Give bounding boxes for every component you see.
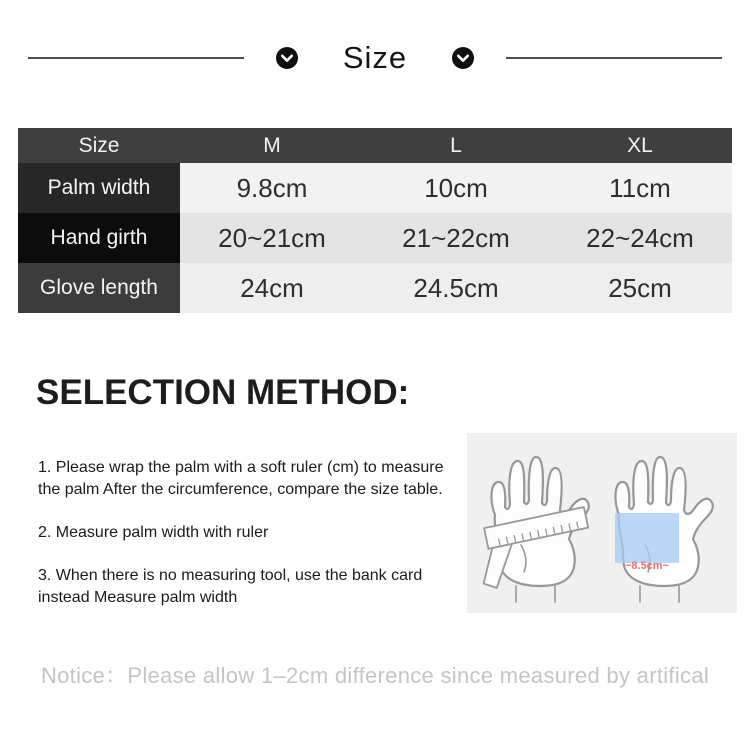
size-section-title: Size <box>342 40 408 75</box>
column-header-m: M <box>180 128 364 163</box>
hands-illustration-svg <box>467 433 737 613</box>
notice-text: Notice：Please allow 1–2cm difference since measured by artifical <box>40 663 710 688</box>
size-value: 9.8cm <box>180 163 364 213</box>
instruction-step-1: 1. Please wrap the palm with a soft ruler (cm) to measure the palm After the circumference, compare the size table. <box>38 459 444 498</box>
size-value: 21~22cm <box>364 213 548 263</box>
size-value: 20~21cm <box>180 213 364 263</box>
column-header-l: L <box>364 128 548 163</box>
row-label-palm-width: Palm width <box>18 163 180 213</box>
card-width-label: ~8.5cm~ <box>624 560 670 572</box>
row-label-glove-length: Glove length <box>18 263 180 313</box>
row-label-hand-girth: Hand girth <box>18 213 180 263</box>
instruction-step-3: 3. When there is no measuring tool, use the bank card instead Measure palm width <box>38 567 423 606</box>
chevron-down-icon <box>452 47 474 69</box>
size-value: 24.5cm <box>364 263 548 313</box>
chevron-down-icon <box>276 47 298 69</box>
size-value: 25cm <box>548 263 732 313</box>
size-section-header <box>28 40 722 76</box>
bank-card-rect <box>615 513 679 563</box>
divider-line-left <box>28 57 244 59</box>
hand-with-bank-card <box>615 457 713 602</box>
column-header-size: Size <box>18 128 180 163</box>
size-value: 22~24cm <box>548 213 732 263</box>
column-header-xl: XL <box>548 128 732 163</box>
divider-line-right <box>506 57 722 59</box>
size-value: 10cm <box>364 163 548 213</box>
selection-method-content <box>0 433 750 613</box>
size-value: 24cm <box>180 263 364 313</box>
size-table <box>18 128 732 313</box>
hand-with-ruler <box>472 457 596 602</box>
selection-method-heading: SELECTION METHOD: <box>36 373 410 412</box>
instruction-list <box>38 433 450 609</box>
instruction-step-2: 2. Measure palm width with ruler <box>38 524 269 541</box>
size-value: 11cm <box>548 163 732 213</box>
hand-measure-illustration <box>467 433 737 613</box>
